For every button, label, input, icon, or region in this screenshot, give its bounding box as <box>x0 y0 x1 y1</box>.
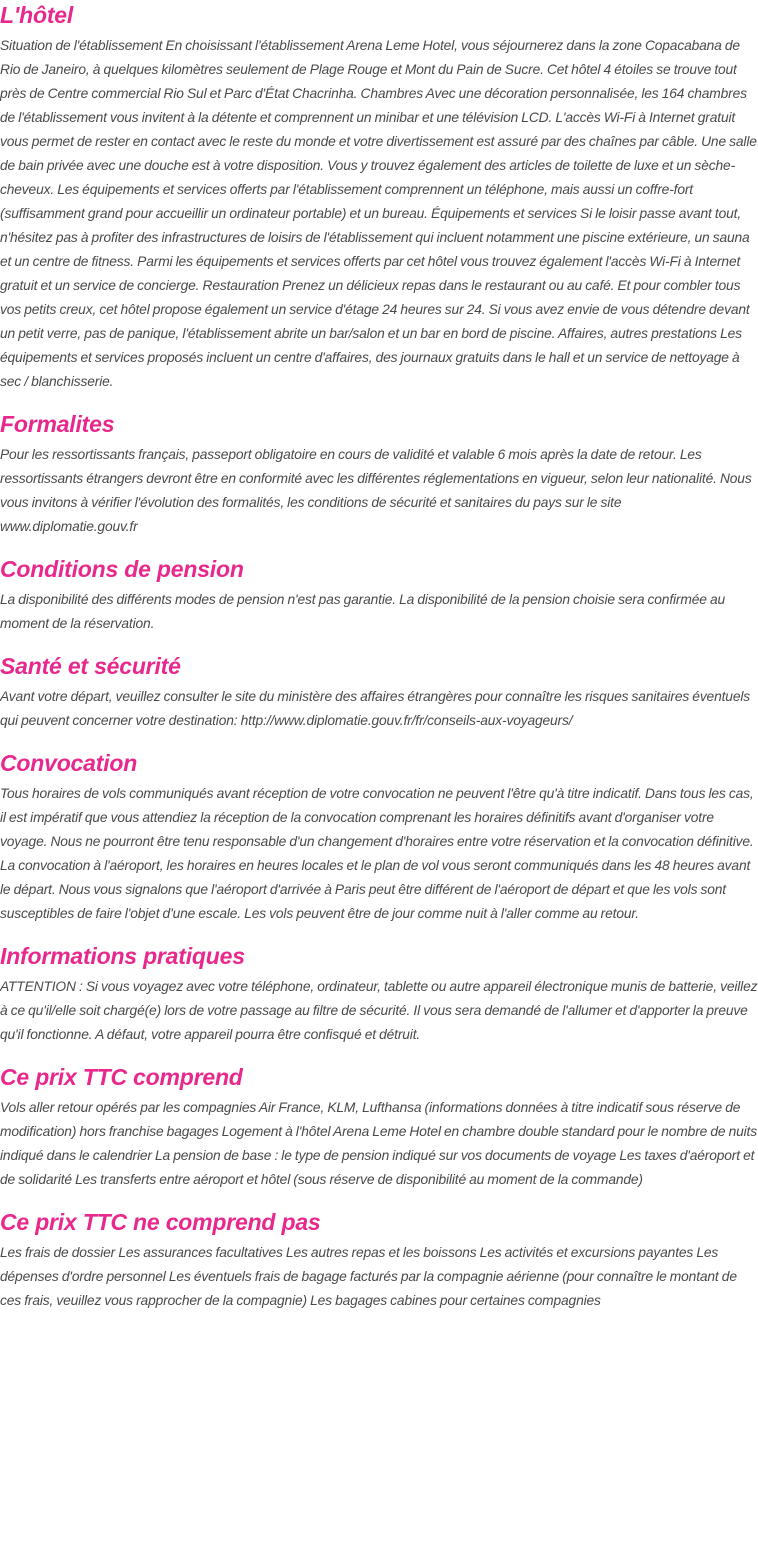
section-title-convocation: Convocation <box>0 750 138 776</box>
section-body-hotel: Situation de l'établissement En choisissant l'établissement Arena Leme Hotel, vous séjournerez dans la zone Copacabana de Rio de Janeiro, à quelques kilomètres seulement de Plage Rouge et Mont du Pain de Sucre. Cet hôtel 4 étoiles se trouve tout près de Centre commercial Rio Sul et Parc d'État Chacrinha. Chambres Avec une décoration personnalisée, les 164 chambres de l'établissement vous invitent à la détente et comprennent un minibar et une télévision LCD. L'accès Wi-Fi à Internet gratuit vous permet de rester en contact avec le reste du monde et votre divertissement est assuré par des chaînes par câble. Une salle de bain privée avec une douche est à votre disposition. Vous y trouvez également des articles de toilette de luxe et un sèche-cheveux. Les équipements et services offerts par l'établissement comprennent un téléphone, mais aussi un coffre-fort (suffisamment grand pour accueillir un ordinateur portable) et un bureau. Équipements et services Si le loisir passe avant tout, n'hésitez pas à profiter des infrastructures de loisirs de l'établissement qui incluent notamment une piscine extérieure, un sauna et un centre de fitness. Parmi les équipements et services offerts par cet hôtel vous trouvez également l'accès Wi-Fi à Internet gratuit et un service de concierge. Restauration Prenez un délicieux repas dans le restaurant ou au café. Et pour combler tous vos petits creux, cet hôtel propose également un service d'étage 24 heures sur 24. Si vous avez envie de vous détendre devant un petit verre, pas de panique, l'établissement abrite un bar/salon et un bar en bord de piscine. Affaires, autres prestations Les équipements et services proposés incluent un centre d'affaires, des journaux gratuits dans le hall et un service de nettoyage à sec / blanchisserie. <box>0 38 757 389</box>
section-informations-pratiques <box>0 941 758 1047</box>
section-body-sante-securite: Avant votre départ, veuillez consulter le site du ministère des affaires étrangères pour connaître les risques sanitaires éventuels qui peuvent concerner votre destination: http://www.diplomatie.gouv.fr/fr/conseils-aux-voyageurs/ <box>0 689 751 728</box>
section-title-informations-pratiques: Informations pratiques <box>0 943 245 969</box>
section-prix-comprend <box>0 1062 758 1192</box>
section-sante-securite <box>0 651 758 733</box>
section-title-prix-comprend: Ce prix TTC comprend <box>0 1064 243 1090</box>
section-formalites <box>0 409 758 539</box>
section-body-formalites: Pour les ressortissants français, passeport obligatoire en cours de validité et valable 6 mois après la date de retour. Les ressortissants étrangers devront être en conformité avec les différentes réglementations en vigueur, selon leur nationalité. Nous vous invitons à vérifier l'évolution des formalités, les conditions de sécurité et sanitaires du pays sur le site www.diplomatie.gouv.fr <box>0 447 752 534</box>
section-prix-ne-comprend-pas <box>0 1207 758 1313</box>
section-body-informations-pratiques: ATTENTION : Si vous voyagez avec votre téléphone, ordinateur, tablette ou autre appareil électronique munis de batterie, veillez à ce qu'il/elle soit chargé(e) lors de votre passage au filtre de sécurité. Il vous sera demandé de l'allumer et d'apporter la preuve qu'il fonctionne. A défaut, votre appareil pourra être confisqué et détruit. <box>0 979 758 1042</box>
section-title-conditions-pension: Conditions de pension <box>0 556 244 582</box>
section-conditions-pension <box>0 554 758 636</box>
section-title-sante-securite: Santé et sécurité <box>0 653 181 679</box>
section-body-conditions-pension: La disponibilité des différents modes de pension n'est pas garantie. La disponibilité de la pension choisie sera confirmée au moment de la réservation. <box>0 592 725 631</box>
section-body-prix-ne-comprend-pas: Les frais de dossier Les assurances facultatives Les autres repas et les boissons Les activités et excursions payantes Les dépenses d'ordre personnel Les éventuels frais de bagage facturés par la compagnie aérienne (pour connaître le montant de ces frais, veuillez vous rapprocher de la compagnie) Les bagages cabines pour certaines compagnies <box>0 1245 737 1308</box>
section-title-formalites: Formalites <box>0 411 115 437</box>
section-title-prix-ne-comprend-pas: Ce prix TTC ne comprend pas <box>0 1209 321 1235</box>
section-body-prix-comprend: Vols aller retour opérés par les compagnies Air France, KLM, Lufthansa (informations données à titre indicatif sous réserve de modification) hors franchise bagages Logement à l'hôtel Arena Leme Hotel en chambre double standard pour le nombre de nuits indiqué dans le calendrier La pension de base : le type de pension indiqué sur vos documents de voyage Les taxes d'aéroport et de solidarité Les transferts entre aéroport et hôtel (sous réserve de disponibilité au moment de la commande) <box>0 1100 757 1187</box>
section-body-convocation: Tous horaires de vols communiqués avant réception de votre convocation ne peuvent l'être qu'à titre indicatif. Dans tous les cas, il est impératif que vous attendiez la réception de la convocation comprenant les horaires définitifs avant d'organiser votre voyage. Nous ne pourront être tenu responsable d'un changement d'horaires entre votre réservation et la convocation définitive. La convocation à l'aéroport, les horaires en heures locales et le plan de vol vous seront communiqués dans les 48 heures avant le départ. Nous vous signalons que l'aéroport d'arrivée à Paris peut être différent de l'aéroport de départ et que les vols sont susceptibles de faire l'objet d'une escale. Les vols peuvent être de jour comme nuit à l'aller comme au retour. <box>0 786 754 921</box>
section-convocation <box>0 748 758 926</box>
section-hotel <box>0 0 758 394</box>
section-title-hotel: L'hôtel <box>0 2 74 28</box>
